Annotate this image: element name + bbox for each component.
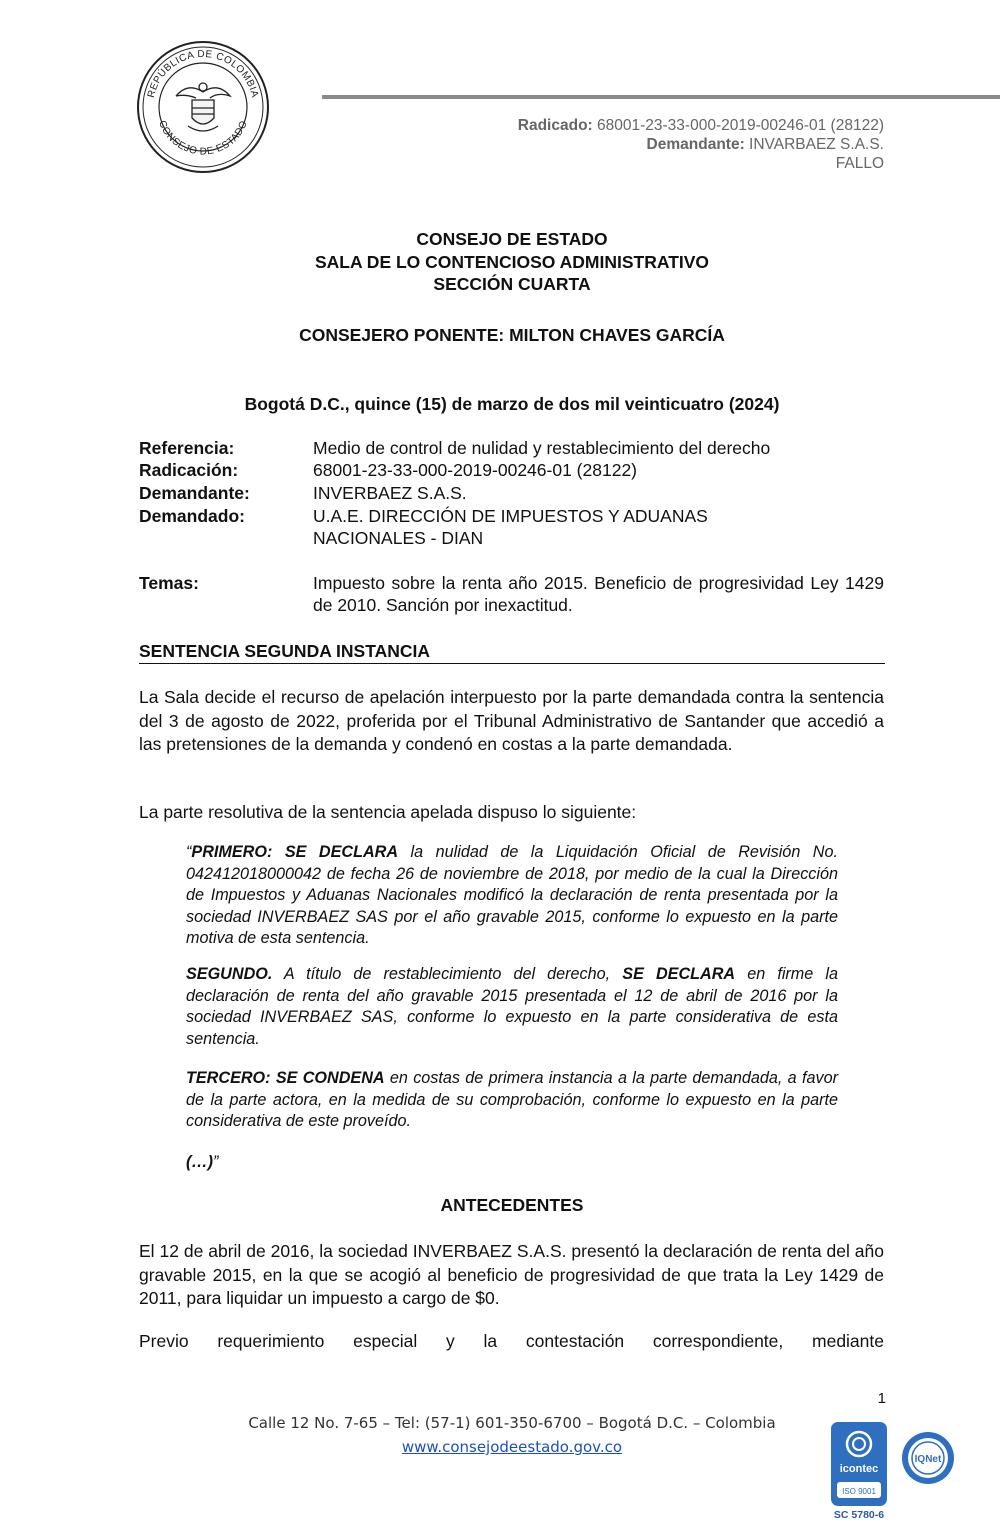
quote-ellipsis-bold: (…) [186,1153,213,1171]
iso-label: ISO 9001 [842,1487,876,1496]
quote-close-mark: ” [212,1153,219,1171]
consejo-de-estado-seal [136,40,270,174]
quote-segundo-text-a: A título de restablecimiento del derecho, [272,965,623,983]
coat-of-arms-icon [176,83,230,131]
court-name: CONSEJO DE ESTADO [416,229,608,249]
intro-paragraph: La Sala decide el recurso de apelación interpuesto por la parte demandada contra la sentencia del 3 de agosto de 2022, proferida por el Tribunal Administrativo de Santander que accedió a las pretensiones de la demanda y condenó en costas a la parte demandada. [139,687,884,754]
radicacion-label: Radicación: [139,460,239,480]
page-number: 1 [877,1390,886,1407]
antecedentes-title: ANTECEDENTES [440,1195,584,1215]
footer-address: Calle 12 No. 7-65 – Tel: (57-1) 601-350-6700 – Bogotá D.C. – Colombia [248,1414,776,1432]
seal-ring-text-bottom: CONSEJO DE ESTADO [156,119,250,158]
consejero-ponente: CONSEJERO PONENTE: MILTON CHAVES GARCÍA [299,325,725,345]
quote-ellipsis [186,1152,838,1174]
icontec-certification-logo [831,1422,887,1518]
quote-primero [186,842,838,950]
antecedentes-paragraph-2: Previo requerimiento especial y la contestación correspondiente, mediante [139,1331,884,1351]
quote-tercero-bold: TERCERO: SE CONDENA [186,1069,385,1087]
quote-tercero-text: en costas de primera instancia a la parte demandada, a favor de la parte actora, en la medida de su comprobación, conforme lo expuesto en la parte considerativa de este proveído. [186,1069,838,1130]
referencia-label: Referencia: [139,438,235,458]
quote-primero-text: la nulidad de la Liquidación Oficial de Revisión No. 042412018000042 de fecha 26 de noviembre de 2018, por medio de la cual la Dirección de Impuestos y Aduanas Nacionales modificó la declaración de renta presentada por la sociedad INVERBAEZ SAS por el año gravable 2015, conforme lo expuesto en la parte motiva de esta sentencia. [186,843,838,947]
quote-segundo-bold: SEGUNDO. [186,965,273,983]
quote-segundo [186,964,838,1050]
header-radicado-label: Radicado: [517,117,593,134]
sentencia-title: SENTENCIA SEGUNDA INSTANCIA [139,641,885,664]
resolutiva-intro: La parte resolutiva de la sentencia apelada dispuso lo siguiente: [139,802,637,822]
temas-value: Impuesto sobre la renta año 2015. Beneficio de progresividad Ley 1429 de 2010. Sanción por inexactitud. [313,573,884,615]
header-document-type: FALLO [835,155,884,172]
demandado-value-line2: NACIONALES - DIAN [313,528,484,548]
iqnet-certification-logo [901,1431,955,1485]
quote-tercero [186,1068,838,1133]
quote-primero-bold: PRIMERO: SE DECLARA [191,843,399,861]
antecedentes-paragraph-1: El 12 de abril de 2016, la sociedad INVERBAEZ S.A.S. presentó la declaración de renta del año gravable 2015, en la que se acogió al beneficio de progresividad de que trata la Ley 1429 de 2011, para liquidar un impuesto a cargo de $0. [139,1241,884,1308]
header-radicado-value: 68001-23-33-000-2019-00246-01 (28122) [597,117,884,134]
icontec-label: icontec [839,1463,879,1475]
demandante-value: INVERBAEZ S.A.S. [313,483,467,503]
referencia-value: Medio de control de nulidad y restablecimiento del derecho [313,438,771,458]
header-demandante [647,136,884,154]
seal-ring-text-top: REPÚBLICA DE COLOMBIA [145,48,261,99]
header-radicado [518,117,884,135]
chamber-name: SALA DE LO CONTENCIOSO ADMINISTRATIVO [314,252,710,272]
radicacion-value: 68001-23-33-000-2019-00246-01 (28122) [313,460,637,480]
quote-segundo-bold-b: SE DECLARA [622,965,736,983]
sc-certification-code: SC 5780-6 [833,1509,885,1521]
quote-segundo-text-b: en firme la declaración de renta del año gravable 2015 presentada el 12 de abril de 2016 por la sociedad INVERBAEZ SAS, conforme lo expuesto en la parte considerativa de esta sentencia. [186,965,839,1048]
demandado-value-line1: U.A.E. DIRECCIÓN DE IMPUESTOS Y ADUANAS [313,506,708,526]
demandante-label: Demandante: [139,483,250,503]
date-line: Bogotá D.C., quince (15) de marzo de dos mil veinticuatro (2024) [244,394,780,414]
iqnet-label: IQNet [914,1454,942,1465]
svg-text:CONSEJO DE ESTADO [156,119,250,157]
section-name: SECCIÓN CUARTA [433,274,591,294]
header-rule [322,95,1000,99]
quote-open-mark: “ [186,843,192,861]
header-demandante-label: Demandante: [646,136,745,153]
temas-label: Temas: [139,573,199,593]
demandado-label: Demandado: [139,506,245,526]
footer-website-link[interactable]: www.consejodeestado.gov.co [401,1438,623,1456]
header-demandante-value: INVARBAEZ S.A.S. [749,136,884,153]
